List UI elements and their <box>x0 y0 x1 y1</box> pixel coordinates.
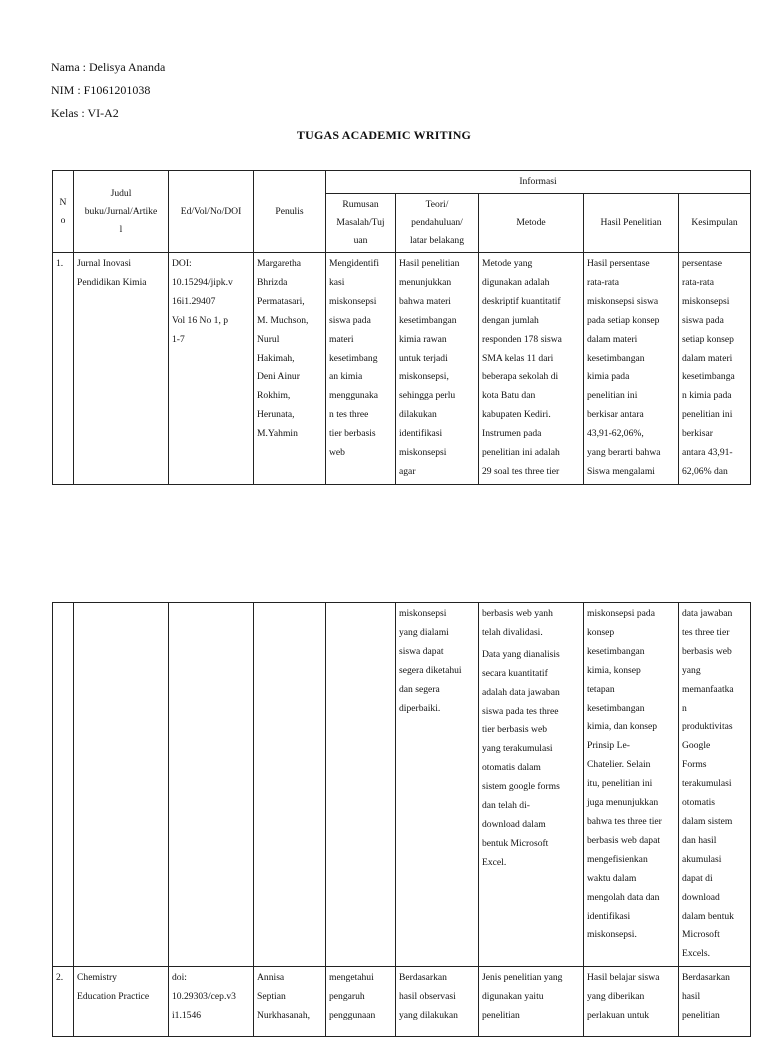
row2-kesimpulan: Berdasarkan hasil penelitian <box>679 967 751 1037</box>
table-row <box>53 253 751 485</box>
header-metode: Metode <box>479 194 584 253</box>
header-hasil: Hasil Penelitian <box>584 194 679 253</box>
row1-judul: Jurnal Inovasi Pendidikan Kimia <box>74 253 169 485</box>
row2-metode: Jenis penelitian yang digunakan yaitu penelitian <box>479 967 584 1037</box>
row1-cont-penulis <box>254 603 326 967</box>
header-judul: Judul buku/Jurnal/Artike l <box>74 171 169 253</box>
student-class: Kelas : VI-A2 <box>51 106 119 120</box>
header-no: N o <box>53 171 74 253</box>
header-penulis: Penulis <box>254 171 326 253</box>
row1-penulis: Margaretha Bhrizda Permatasari, M. Muchson, Nurul Hakimah, Deni Ainur Rokhim, Herunata, M.Yahmin <box>254 253 326 485</box>
row1-hasil: Hasil persentase rata-rata miskonsepsi siswa pada setiap konsep dalam materi kesetimbangan kimia pada penelitian ini berkisar antara 43,91-62,06%, yang berarti bahwa Siswa mengalami <box>584 253 679 485</box>
row1-edvol: DOI: 10.15294/jipk.v 16i1.29407 Vol 16 No 1, p 1-7 <box>169 253 254 485</box>
literature-table <box>52 170 751 485</box>
row2-edvol: doi: 10.29303/cep.v3 i1.1546 <box>169 967 254 1037</box>
header-edvol: Ed/Vol/No/DOI <box>169 171 254 253</box>
student-nim: NIM : F1061201038 <box>51 83 151 97</box>
row2-hasil: Hasil belajar siswa yang diberikan perlakuan untuk <box>584 967 679 1037</box>
row2-judul: Chemistry Education Practice <box>74 967 169 1037</box>
row1-metode: Metode yang digunakan adalah deskriptif kuantitatif dengan jumlah responden 178 siswa SMA kelas 11 dari beberapa sekolah di kota Batu dan kabupaten Kediri. Instrumen pada penelitian ini adalah 29 soal tes three tier <box>479 253 584 485</box>
row2-teori: Berdasarkan hasil observasi yang dilakukan <box>396 967 479 1037</box>
table-row <box>53 967 751 1037</box>
row1-cont-rumusan <box>326 603 396 967</box>
row1-cont-judul <box>74 603 169 967</box>
literature-table-continued <box>52 602 751 1037</box>
row1-cont-kesimpulan: data jawaban tes three tier berbasis web yang memanfaatka n produktivitas Google Forms terakumulasi otomatis dalam sistem dan hasil akumulasi dapat di download dalam bentuk Microsoft Excels. <box>679 603 751 967</box>
document-title: TUGAS ACADEMIC WRITING <box>296 128 472 142</box>
header-teori: Teori/ pendahuluan/ latar belakang <box>396 194 479 253</box>
student-name: Nama : Delisya Ananda <box>51 60 166 74</box>
header-rumusan: Rumusan Masalah/Tuj uan <box>326 194 396 253</box>
table-row <box>53 603 751 967</box>
row1-cont-hasil: miskonsepsi pada konsep kesetimbangan kimia, konsep tetapan kesetimbangan kimia, dan konsep Prinsip Le- Chatelier. Selain itu, penelitian ini juga menunjukkan bahwa tes three tier berbasis web dapat mengefisienkan waktu dalam mengolah data dan identifikasi miskonsepsi. <box>584 603 679 967</box>
row1-cont-teori: miskonsepsi yang dialami siswa dapat segera diketahui dan segera diperbaiki. <box>396 603 479 967</box>
header-kesimpulan: Kesimpulan <box>679 194 751 253</box>
row1-kesimpulan: persentase rata-rata miskonsepsi siswa pada setiap konsep dalam materi kesetimbanga n kimia pada penelitian ini berkisar antara 43,91- 62,06% dan <box>679 253 751 485</box>
row1-cont-metode: berbasis web yanh telah divalidasi. Data yang dianalisis secara kuantitatif adalah data jawaban siswa pada tes three tier berbasis web yang terakumulasi otomatis dalam sistem google forms dan telah di- download dalam bentuk Microsoft Excel. <box>479 603 584 967</box>
row2-no: 2. <box>53 967 74 1037</box>
row2-rumusan: mengetahui pengaruh penggunaan <box>326 967 396 1037</box>
row1-cont-edvol <box>169 603 254 967</box>
row1-teori: Hasil penelitian menunjukkan bahwa materi kesetimbangan kimia rawan untuk terjadi miskonsepsi, sehingga perlu dilakukan identifikasi miskonsepsi agar <box>396 253 479 485</box>
row1-no: 1. <box>53 253 74 485</box>
header-informasi: Informasi <box>326 171 751 194</box>
row1-rumusan: Mengidentifi kasi miskonsepsi siswa pada materi kesetimbang an kimia menggunaka n tes three tier berbasis web <box>326 253 396 485</box>
row1-cont-no <box>53 603 74 967</box>
row2-penulis: Annisa Septian Nurkhasanah, <box>254 967 326 1037</box>
